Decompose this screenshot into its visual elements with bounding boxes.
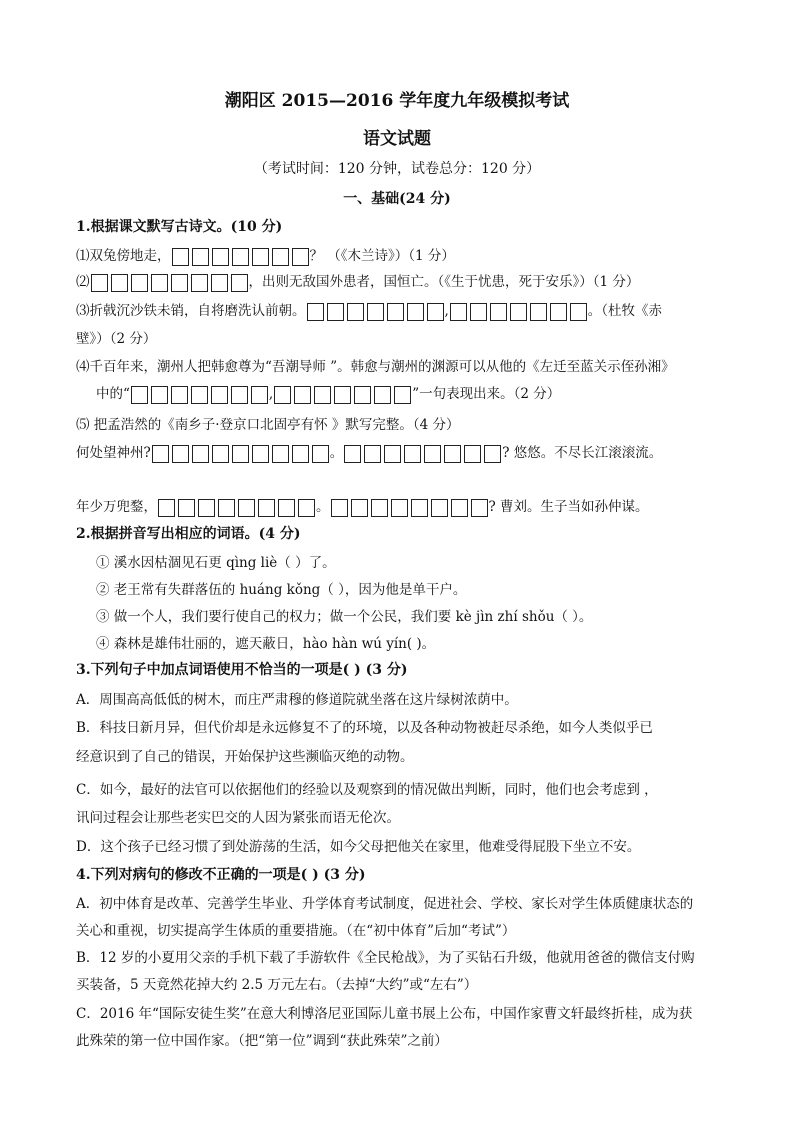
q1-s1-post: ？ （《木兰诗》）（1 分） <box>309 248 455 264</box>
answer-boxes[interactable] <box>152 445 329 463</box>
q1-s2-post: ，出则无敌国外患者，国恒亡。（《生于忧患，死于安乐》）（1 分） <box>248 274 640 290</box>
answer-boxes[interactable] <box>331 499 488 517</box>
q3-option-d: D．这个孩子已经习惯了到处游荡的生活，如今父母把他关在家里，他难受得屁股下坐立不安。 <box>76 839 641 855</box>
q1-heading: 1.根据课文默写古诗文。(10 分) <box>76 219 283 235</box>
q3-option-c-cont: 讯问过程会让那些老实巴交的人因为紧张而语无伦次。 <box>76 810 400 826</box>
q1-sentence-3 <box>76 299 662 321</box>
q1-s5a-pre: 何处望神州? <box>76 445 151 461</box>
q1-sentence-4: ⑷千百年来，潮州人把韩愈尊为“吾潮导师 ”。韩愈与潮州的渊源可以从他的《左迁至蓝关示侄孙湘》 <box>76 359 675 375</box>
q1-sentence-2 <box>76 270 639 292</box>
q1-s3-mid: , <box>444 303 449 319</box>
q1-s5a-post: ? 悠悠。不尽长江滚滚流。 <box>502 445 663 461</box>
q3-heading: 3.下列句子中加点词语使用不恰当的一项是( ) (3 分) <box>76 662 408 678</box>
q4-option-a: A．初中体育是改革、完善学生毕业、升学体育考试制度，促进社会、学校、家长对学生体质健康状态的 <box>76 896 694 912</box>
q1-s5b-post: ? 曹刘。生子当如孙仲谋。 <box>488 499 649 515</box>
answer-boxes[interactable] <box>158 499 315 517</box>
q3-option-c: C．如今，最好的法官可以依据他们的经验以及观察到的情况做出判断，同时，他们也会考虑到 ， <box>76 782 658 798</box>
q4-option-c-cont: 此殊荣的第一位中国作家。（把“第一位”调到“获此殊荣”之前） <box>76 1033 448 1049</box>
q1-s4-post: ”一句表现出来。（2 分） <box>412 386 561 402</box>
q1-s4-pre: 中的“ <box>96 386 130 402</box>
q1-sentence-3-cont: 壁》）（2 分） <box>76 331 157 347</box>
answer-boxes[interactable] <box>344 445 501 463</box>
q2-item: ④ 森林是雄伟壮丽的，遮天蔽日，hào hàn wú yín( )。 <box>96 636 436 652</box>
q2-heading: 2.根据拼音写出相应的词语。(4 分) <box>76 526 301 542</box>
q1-s4-mid: , <box>268 386 274 402</box>
exam-time-note: （考试时间：120 分钟，试卷总分：120 分） <box>253 161 541 177</box>
answer-boxes[interactable] <box>91 274 248 292</box>
q1-s3-post: 。（杜牧《赤 <box>587 303 663 319</box>
q2-item: ① 溪水因枯涸见石更 qìng liè（ ）了。 <box>96 555 336 571</box>
q1-sentence-4-cont <box>96 382 560 404</box>
q3-option-b-cont: 经意识到了自己的错误，开始保护这些濒临灭绝的动物。 <box>76 749 414 765</box>
exam-title: 潮阳区 2015—2016 学年度九年级模拟考试 <box>224 91 570 111</box>
answer-boxes[interactable] <box>274 386 411 404</box>
q1-sentence-5: ⑸ 把孟浩然的《南乡子·登京口北固亭有怀 》默写完整。（4 分） <box>76 417 460 433</box>
q3-option-b: B．科技日新月异，但代价却是永远修复不了的环境，以及各种动物被赶尽杀绝，如今人类似乎已 <box>76 720 653 736</box>
q1-s5a-mid: 。 <box>329 445 344 461</box>
section-heading: 一、基础(24 分) <box>343 191 451 207</box>
answer-boxes[interactable] <box>172 248 309 266</box>
answer-boxes[interactable] <box>307 303 444 321</box>
q2-item: ③ 做一个人，我们要行使自己的权力；做一个公民，我们要 kè jìn zhí shǒu（ ）。 <box>96 609 593 625</box>
answer-boxes[interactable] <box>131 386 268 404</box>
q3-option-a: A．周围高高低低的树木，而庄严肃穆的修道院就坐落在这片绿树浓荫中。 <box>76 692 518 708</box>
exam-subtitle: 语文试题 <box>363 129 431 149</box>
q1-sentence-5a <box>76 441 662 463</box>
q1-s2-pre: ⑵ <box>76 274 90 290</box>
q1-sentence-1 <box>76 244 455 266</box>
q1-s3-pre: ⑶折戟沉沙铁未销，自将磨洗认前朝。 <box>76 303 306 319</box>
q1-s1-pre: ⑴双兔傍地走， <box>76 248 171 264</box>
q1-s5b-mid: 。 <box>316 499 330 515</box>
q1-s5b-pre: 年少万兜鍪， <box>76 499 157 515</box>
q4-option-b: B．12 岁的小夏用父亲的手机下载了手游软件《全民枪战》，为了买钻石升级，他就用爸爸的微信支付购 <box>76 950 695 966</box>
q4-option-c: C．2016 年“国际安徒生奖”在意大利博洛尼亚国际儿童书展上公布，中国作家曹文轩最终折桂，成为获 <box>76 1006 693 1022</box>
q2-item: ② 老王常有失群落伍的 huáng kǒng（ ），因为他是单干户。 <box>96 582 467 598</box>
q1-sentence-5b <box>76 495 649 517</box>
q4-option-a-cont: 关心和重视，切实提高学生体质的重要措施。（在“初中体育”后加“考试”） <box>76 923 516 939</box>
q4-option-b-cont: 买装备，5 天竟然花掉大约 2.5 万元左右。（去掉“大约”或“左右”） <box>76 977 478 993</box>
answer-boxes[interactable] <box>450 303 587 321</box>
q4-heading: 4.下列对病句的修改不正确的一项是( ) (3 分) <box>76 867 366 883</box>
